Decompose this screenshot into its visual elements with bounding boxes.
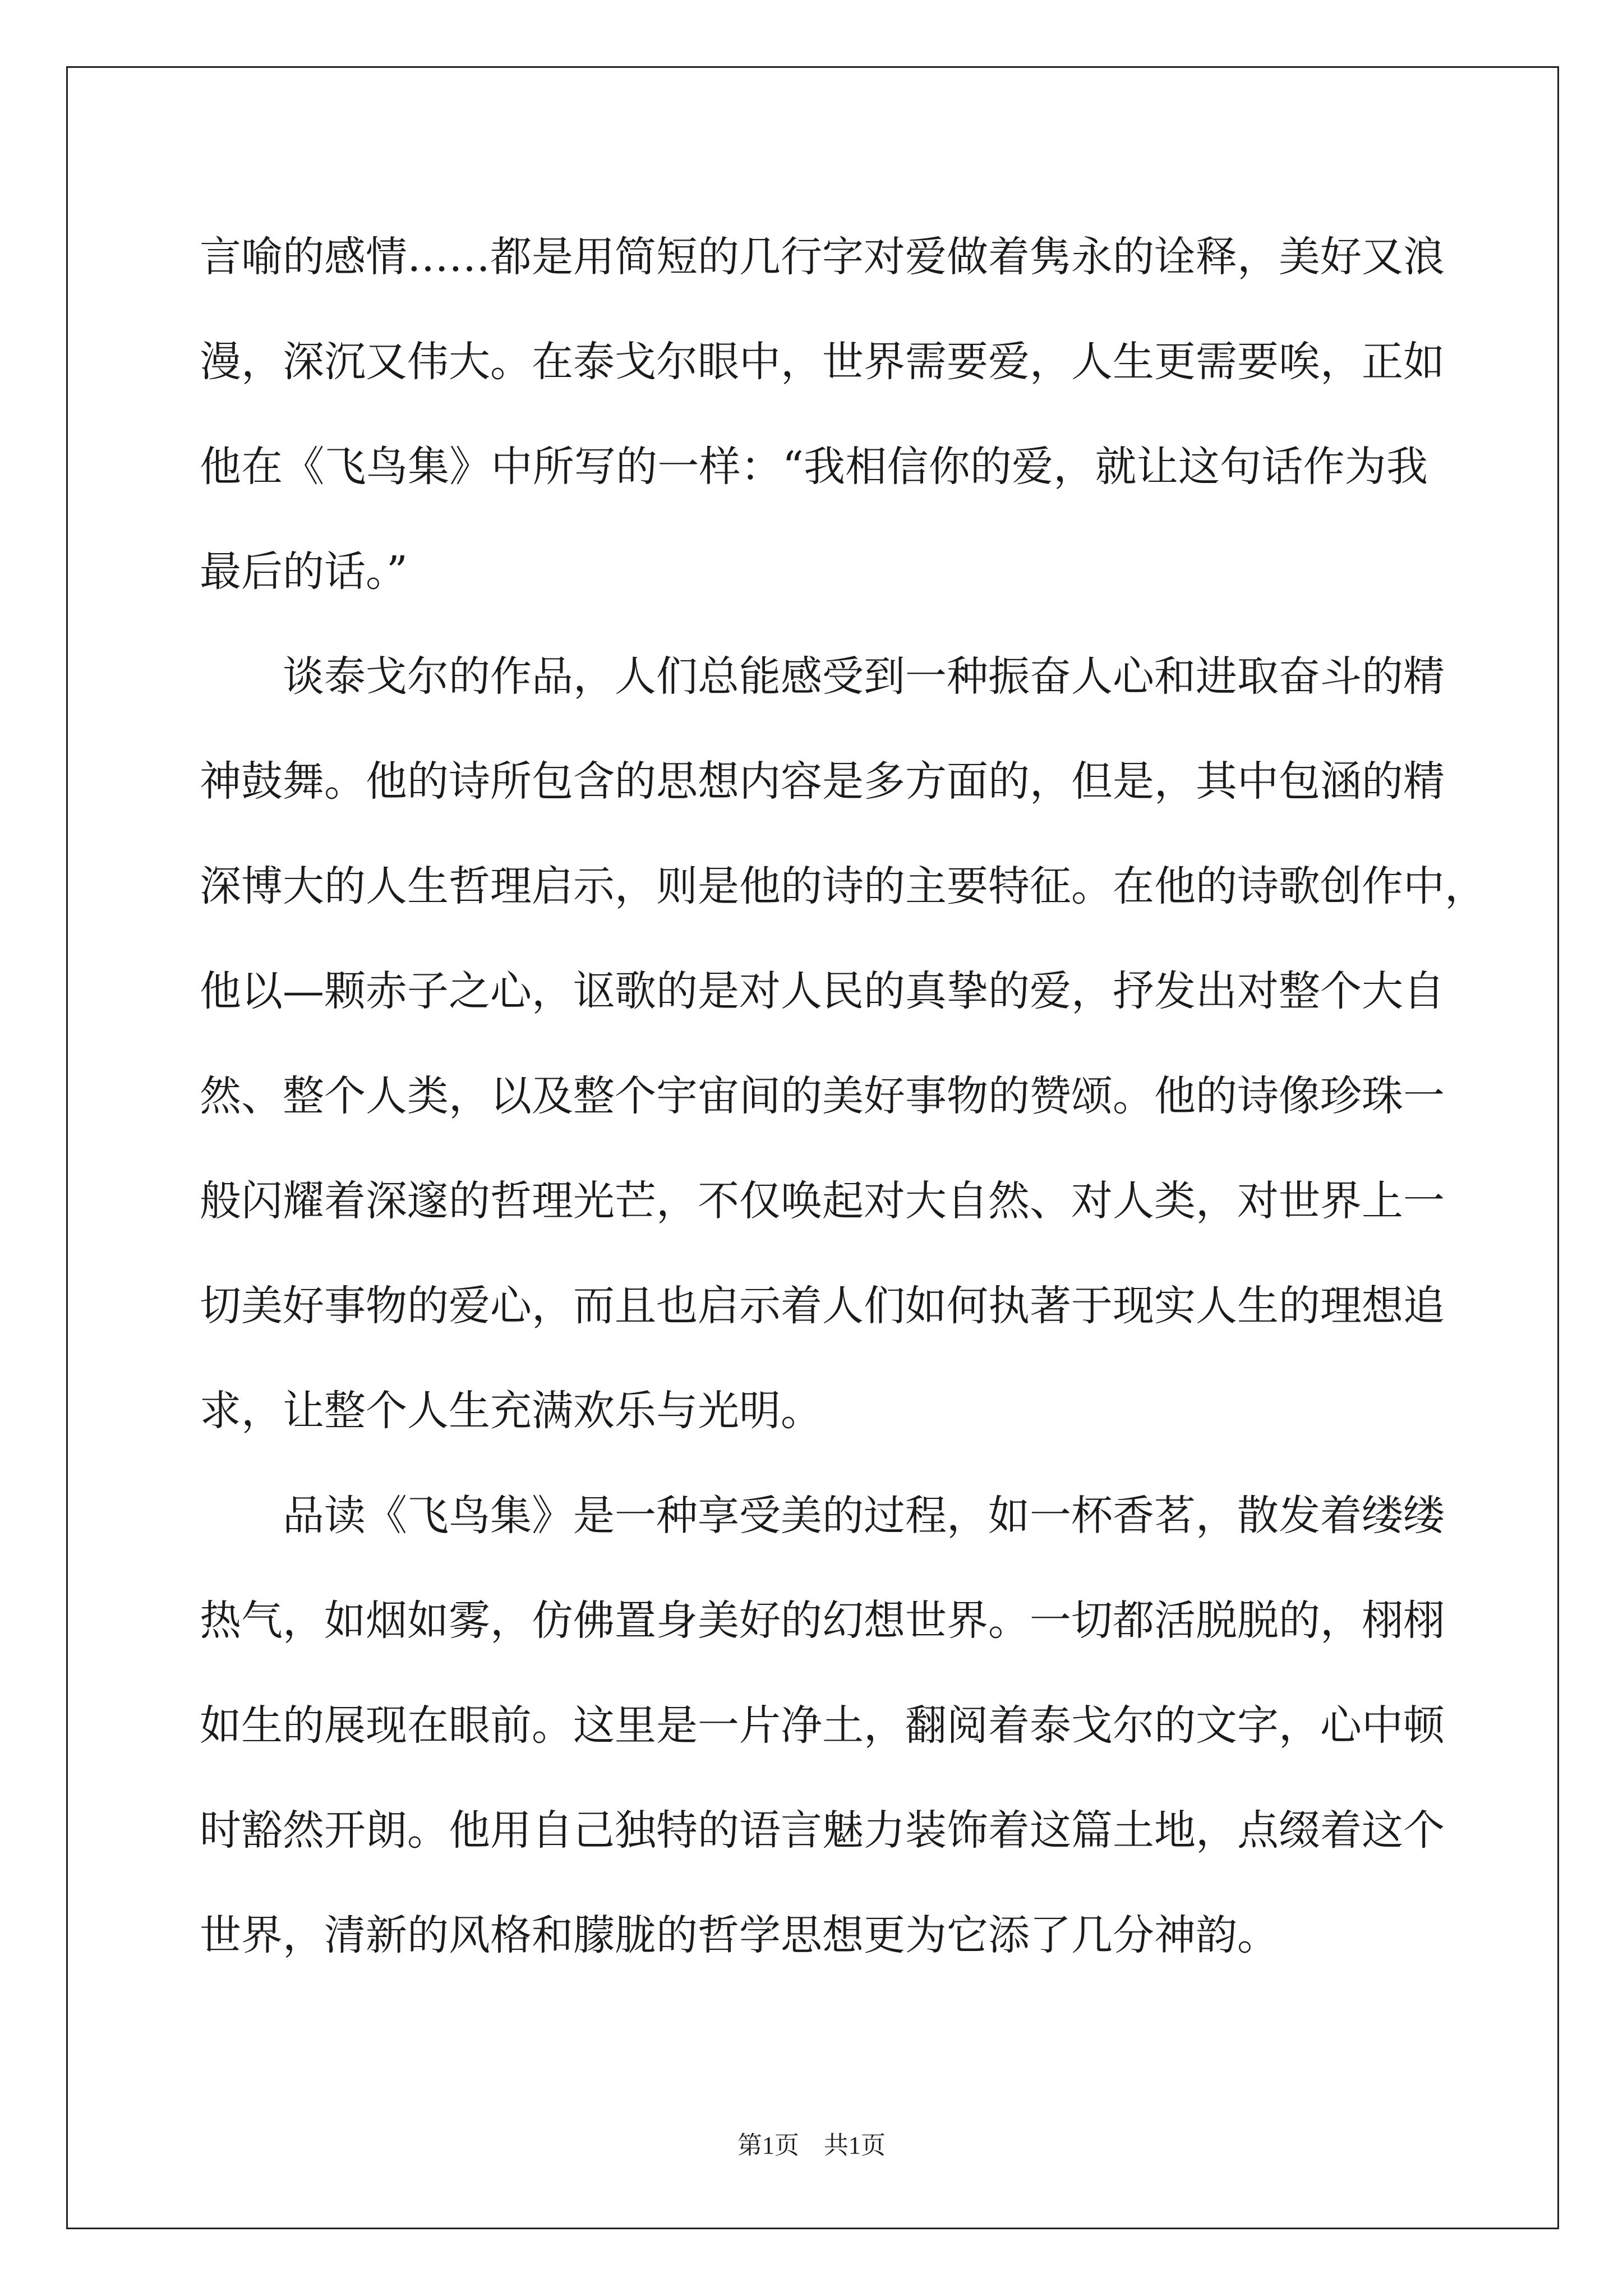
paragraph-line: 时豁然开朗。他用自己独特的语言魅力装饰着这篇土地，点缀着这个 xyxy=(200,1806,1445,1855)
paragraph-3 xyxy=(200,1464,1445,1988)
paragraph-line: 然、整个人类，以及整个宇宙间的美好事物的赞颂。他的诗像珍珠一 xyxy=(200,1072,1445,1120)
paragraph-line: 世界，清新的风格和朦胧的哲学思想更为它添了几分神韵。 xyxy=(200,1911,1279,1959)
paragraph-line: 他以—颗赤子之心，讴歌的是对人民的真挚的爱，抒发出对整个大自 xyxy=(200,967,1445,1015)
page-number: 第1页 xyxy=(737,2132,799,2159)
page-footer xyxy=(0,2129,1623,2162)
paragraph-line: 言喻的感情……都是用简短的几行字对爱做着隽永的诠释，美好又浪 xyxy=(200,233,1445,281)
paragraph-line: 品读《飞鸟集》是一种享受美的过程，如一杯香茗，散发着缕缕 xyxy=(283,1492,1445,1540)
paragraph-line: 热气，如烟如雾，仿佛置身美好的幻想世界。一切都活脱脱的，栩栩 xyxy=(200,1596,1445,1645)
paragraph-line: 如生的展现在眼前。这里是一片净土，翻阅着泰戈尔的文字，心中顿 xyxy=(200,1701,1445,1750)
paragraph-line: 求，让整个人生充满欢乐与光明。 xyxy=(200,1387,822,1435)
paragraph-line: 最后的话。” xyxy=(200,547,408,596)
paragraph-line: 神鼓舞。他的诗所包含的思想内容是多方面的，但是，其中包涵的精 xyxy=(200,757,1445,806)
paragraph-line: 谈泰戈尔的作品，人们总能感受到一种振奋人心和进取奋斗的精 xyxy=(283,652,1445,701)
page-total: 共1页 xyxy=(824,2132,886,2159)
document-body xyxy=(200,205,1486,1988)
paragraph-1 xyxy=(200,205,1445,624)
paragraph-line: 切美好事物的爱心，而且也启示着人们如何执著于现实人生的理想追 xyxy=(200,1282,1445,1330)
paragraph-line: 般闪耀着深邃的哲理光芒，不仅唤起对大自然、对人类，对世界上一 xyxy=(200,1177,1445,1225)
paragraph-line: 深博大的人生哲理启示，则是他的诗的主要特征。在他的诗歌创作中， xyxy=(200,862,1486,910)
paragraph-line: 他在《飞鸟集》中所写的一样：“我相信你的爱，就让这句话作为我 xyxy=(200,443,1428,491)
paragraph-2 xyxy=(200,624,1486,1464)
paragraph-line: 漫，深沉又伟大。在泰戈尔眼中，世界需要爱，人生更需要唉，正如 xyxy=(200,338,1445,386)
